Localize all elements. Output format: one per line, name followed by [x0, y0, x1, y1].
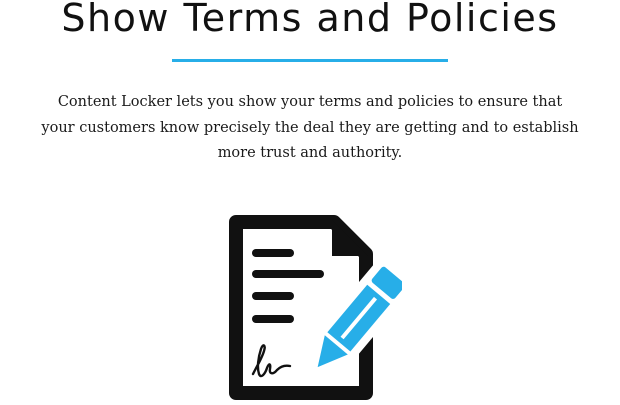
document-fold — [332, 220, 368, 256]
section-title: Show Terms and Policies — [61, 0, 559, 40]
pencil-icon — [306, 266, 402, 377]
section-description: Content Locker lets you show your terms and policies to ensure that your customers know precisely the deal they are getting and to establish more trust and authority. — [41, 94, 579, 161]
title-divider — [172, 59, 448, 62]
signature — [253, 345, 290, 376]
signed-document-icon — [220, 212, 402, 405]
